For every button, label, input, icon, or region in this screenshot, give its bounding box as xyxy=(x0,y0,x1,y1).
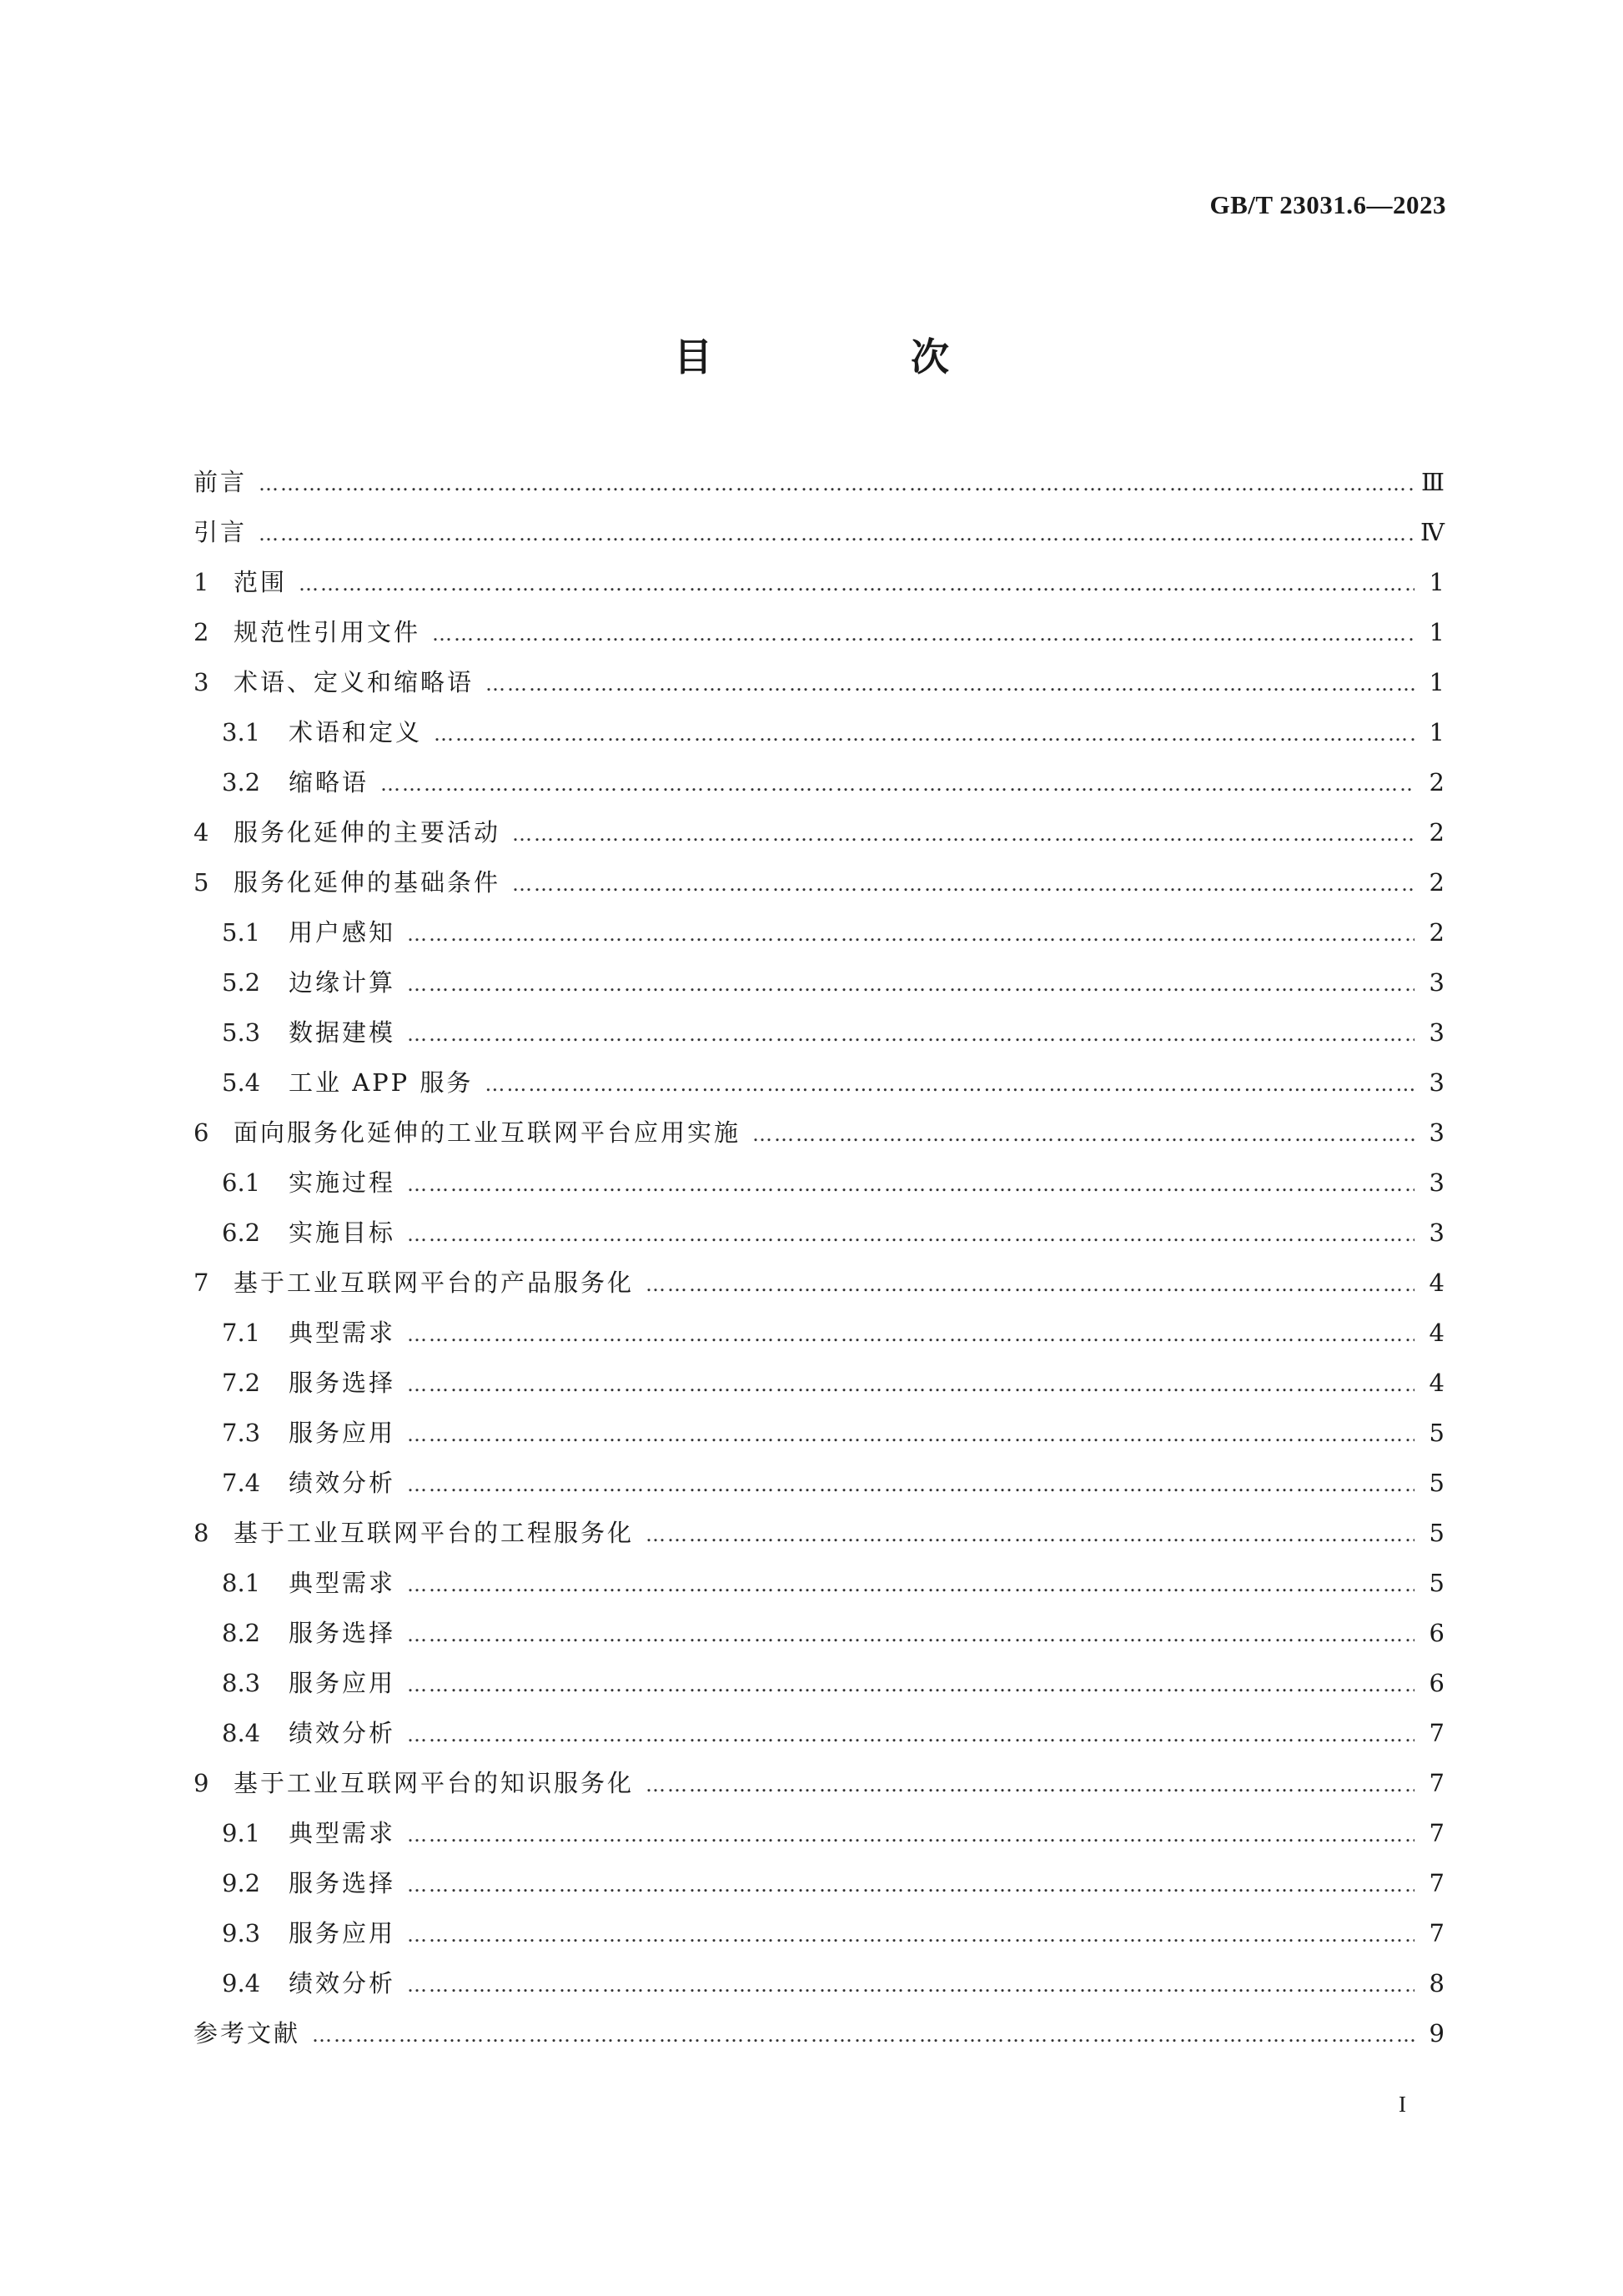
dot-leader xyxy=(485,1059,1414,1109)
toc-entry-page: 2 xyxy=(1429,918,1445,947)
dot-leader xyxy=(299,559,1414,609)
toc-entry-page: 7 xyxy=(1429,1869,1445,1897)
toc-entry[interactable] xyxy=(193,1908,1445,1958)
toc-entry[interactable] xyxy=(193,1808,1445,1858)
toc-entry-page: Ⅳ xyxy=(1420,518,1445,546)
toc-entry[interactable] xyxy=(193,1358,1445,1408)
toc-entry-number: 4 xyxy=(193,818,209,847)
toc-entry-number: 9.2 xyxy=(222,1869,261,1897)
dot-leader xyxy=(407,1309,1414,1359)
toc-entry[interactable] xyxy=(193,1508,1445,1558)
toc-entry-label: 绩效分析 xyxy=(289,1969,396,1997)
dot-leader xyxy=(407,959,1414,1009)
toc-entry[interactable] xyxy=(193,557,1445,607)
toc-entry-label: 规范性引用文件 xyxy=(234,618,421,646)
toc-entry-number: 3 xyxy=(193,668,209,696)
dot-leader xyxy=(407,1209,1414,1259)
dot-leader xyxy=(259,459,1414,509)
toc-entry[interactable] xyxy=(193,1658,1445,1708)
toc-entry-page: 3 xyxy=(1429,968,1445,997)
toc-entry-label: 绩效分析 xyxy=(289,1719,396,1747)
toc-entry-number: 7.4 xyxy=(222,1469,261,1497)
toc-entry-label: 实施过程 xyxy=(289,1168,396,1197)
toc-entry[interactable] xyxy=(193,807,1445,857)
toc-entry-number: 9.1 xyxy=(222,1819,261,1847)
toc-entry-number: 5.1 xyxy=(222,918,261,947)
toc-entry[interactable] xyxy=(193,1958,1445,2008)
toc-entry-label: 基于工业互联网平台的知识服务化 xyxy=(234,1769,635,1797)
dot-leader xyxy=(407,1159,1414,1209)
dot-leader xyxy=(407,1710,1414,1760)
dot-leader xyxy=(485,659,1414,709)
dot-leader xyxy=(407,1009,1414,1059)
toc-entry-number: 8.3 xyxy=(222,1669,261,1697)
toc-entry-number: 9.4 xyxy=(222,1969,261,1997)
toc-entry-label: 范围 xyxy=(234,568,288,596)
toc-entry[interactable] xyxy=(193,1308,1445,1358)
dot-leader xyxy=(407,1610,1414,1660)
toc-entry-number: 5.2 xyxy=(222,968,261,997)
toc-entry[interactable] xyxy=(193,1108,1445,1158)
dot-leader xyxy=(512,809,1414,859)
dot-leader xyxy=(434,709,1414,759)
toc-entry-label: 典型需求 xyxy=(289,1569,396,1597)
toc-entry-page: 4 xyxy=(1429,1269,1445,1297)
dot-leader xyxy=(407,1409,1414,1459)
toc-entry[interactable] xyxy=(193,1858,1445,1908)
dot-leader xyxy=(380,759,1414,809)
toc-entry-number: 5 xyxy=(193,868,209,897)
toc-entry-page: 7 xyxy=(1429,1769,1445,1797)
toc-entry[interactable] xyxy=(193,707,1445,757)
dot-leader xyxy=(407,1960,1414,2010)
toc-entry-number: 6 xyxy=(193,1118,209,1147)
toc-entry-label: 用户感知 xyxy=(289,918,396,947)
dot-leader xyxy=(646,1259,1414,1309)
toc-entry[interactable] xyxy=(193,2008,1445,2058)
toc-entry-page: 5 xyxy=(1429,1419,1445,1447)
toc-entry-page: 3 xyxy=(1429,1218,1445,1247)
dot-leader xyxy=(752,1109,1414,1159)
toc-entry-label: 典型需求 xyxy=(289,1819,396,1847)
toc-entry-page: 3 xyxy=(1429,1118,1445,1147)
toc-entry[interactable] xyxy=(193,1258,1445,1308)
toc-entry-page: 7 xyxy=(1429,1919,1445,1947)
toc-entry-label: 前言 xyxy=(193,468,248,496)
toc-entry[interactable] xyxy=(193,1058,1445,1108)
dot-leader xyxy=(259,509,1414,559)
toc-entry[interactable] xyxy=(193,1408,1445,1458)
toc-entry-page: 5 xyxy=(1429,1469,1445,1497)
toc-entry[interactable] xyxy=(193,1158,1445,1208)
toc-entry-number: 5.4 xyxy=(222,1068,261,1097)
dot-leader xyxy=(407,1810,1414,1860)
toc-entry-label: 面向服务化延伸的工业互联网平台应用实施 xyxy=(234,1118,741,1147)
toc-entry-number: 7 xyxy=(193,1269,209,1297)
toc-entry[interactable] xyxy=(193,457,1445,507)
toc-entry-number: 1 xyxy=(193,568,209,596)
dot-leader xyxy=(312,2010,1414,2060)
toc-entry-label: 服务化延伸的主要活动 xyxy=(234,818,501,847)
toc-entry-label: 服务应用 xyxy=(289,1669,396,1697)
toc-entry[interactable] xyxy=(193,607,1445,657)
toc-entry-label: 边缘计算 xyxy=(289,968,396,997)
toc-entry-number: 3.1 xyxy=(222,718,261,746)
toc-entry-label: 典型需求 xyxy=(289,1319,396,1347)
toc-entry-number: 5.3 xyxy=(222,1018,261,1047)
toc-entry[interactable] xyxy=(193,1708,1445,1758)
toc-entry-page: 1 xyxy=(1429,718,1445,746)
dot-leader xyxy=(646,1760,1414,1810)
toc-entry-page: 2 xyxy=(1429,868,1445,897)
toc-entry-number: 8.1 xyxy=(222,1569,261,1597)
toc-entry-label: 引言 xyxy=(193,518,248,546)
toc-entry-page: 2 xyxy=(1429,818,1445,847)
toc-entry[interactable] xyxy=(193,507,1445,557)
toc-entry-page: 2 xyxy=(1429,768,1445,796)
toc-entry-label: 术语和定义 xyxy=(289,718,423,746)
toc-entry-number: 6.1 xyxy=(222,1168,261,1197)
dot-leader xyxy=(407,1459,1414,1510)
toc-entry-number: 6.2 xyxy=(222,1218,261,1247)
dot-leader xyxy=(432,609,1414,659)
toc-entry-label: 基于工业互联网平台的产品服务化 xyxy=(234,1269,635,1297)
toc-entry-label: 术语、定义和缩略语 xyxy=(234,668,475,696)
toc-entry-page: 3 xyxy=(1429,1168,1445,1197)
toc-entry-label: 参考文献 xyxy=(193,2019,301,2047)
toc-entry-number: 2 xyxy=(193,618,209,646)
toc-entry-page: 1 xyxy=(1429,668,1445,696)
toc-entry-label: 服务选择 xyxy=(289,1619,396,1647)
toc-entry-page: 6 xyxy=(1429,1669,1445,1697)
toc-entry-number: 8 xyxy=(193,1519,209,1547)
toc-entry[interactable] xyxy=(193,1558,1445,1608)
toc-entry-number: 9.3 xyxy=(222,1919,261,1947)
toc-entry-number: 3.2 xyxy=(222,768,261,796)
toc-entry-page: 6 xyxy=(1429,1619,1445,1647)
toc-entry[interactable] xyxy=(193,1007,1445,1058)
toc-entry-label: 数据建模 xyxy=(289,1018,396,1047)
toc-entry-page: 8 xyxy=(1429,1969,1445,1997)
table-of-contents xyxy=(193,457,1445,2058)
toc-entry-label: 工业 APP 服务 xyxy=(289,1068,474,1097)
page-number: I xyxy=(1399,2092,1406,2117)
toc-entry-label: 服务选择 xyxy=(289,1869,396,1897)
dot-leader xyxy=(407,1660,1414,1710)
dot-leader xyxy=(407,1910,1414,1960)
toc-entry[interactable] xyxy=(193,1758,1445,1808)
toc-entry[interactable] xyxy=(193,757,1445,807)
toc-entry-page: 7 xyxy=(1429,1819,1445,1847)
toc-entry[interactable] xyxy=(193,1208,1445,1258)
dot-leader xyxy=(407,1860,1414,1910)
toc-entry-page: 5 xyxy=(1429,1569,1445,1597)
toc-entry-page: 3 xyxy=(1429,1018,1445,1047)
toc-entry-number: 7.3 xyxy=(222,1419,261,1447)
toc-entry-page: 7 xyxy=(1429,1719,1445,1747)
toc-entry[interactable] xyxy=(193,1608,1445,1658)
toc-entry-label: 绩效分析 xyxy=(289,1469,396,1497)
toc-entry-number: 8.2 xyxy=(222,1619,261,1647)
toc-entry-number: 9 xyxy=(193,1769,209,1797)
toc-entry-label: 实施目标 xyxy=(289,1218,396,1247)
toc-entry-number: 7.2 xyxy=(222,1369,261,1397)
toc-entry-label: 服务化延伸的基础条件 xyxy=(234,868,501,897)
toc-entry-label: 基于工业互联网平台的工程服务化 xyxy=(234,1519,635,1547)
toc-entry-page: 3 xyxy=(1429,1068,1445,1097)
toc-entry[interactable] xyxy=(193,957,1445,1007)
toc-entry-page: 4 xyxy=(1429,1369,1445,1397)
toc-entry-page: 1 xyxy=(1429,618,1445,646)
dot-leader xyxy=(407,909,1414,959)
toc-entry-page: 1 xyxy=(1429,568,1445,596)
dot-leader xyxy=(646,1510,1414,1560)
toc-entry[interactable] xyxy=(193,857,1445,907)
toc-entry-label: 服务应用 xyxy=(289,1419,396,1447)
toc-entry[interactable] xyxy=(193,907,1445,957)
toc-entry-page: 9 xyxy=(1429,2019,1445,2047)
toc-entry-page: Ⅲ xyxy=(1421,468,1445,496)
dot-leader xyxy=(512,859,1414,909)
toc-entry-label: 服务选择 xyxy=(289,1369,396,1397)
toc-entry-label: 缩略语 xyxy=(289,768,369,796)
toc-entry-page: 5 xyxy=(1429,1519,1445,1547)
dot-leader xyxy=(407,1560,1414,1610)
page-title: 目 次 xyxy=(674,334,1029,379)
toc-entry-label: 服务应用 xyxy=(289,1919,396,1947)
toc-entry-number: 8.4 xyxy=(222,1719,261,1747)
toc-entry-page: 4 xyxy=(1429,1319,1445,1347)
toc-entry-number: 7.1 xyxy=(222,1319,261,1347)
toc-entry[interactable] xyxy=(193,1458,1445,1508)
standard-code: GB/T 23031.6—2023 xyxy=(1209,190,1446,219)
toc-entry[interactable] xyxy=(193,657,1445,707)
dot-leader xyxy=(407,1359,1414,1409)
